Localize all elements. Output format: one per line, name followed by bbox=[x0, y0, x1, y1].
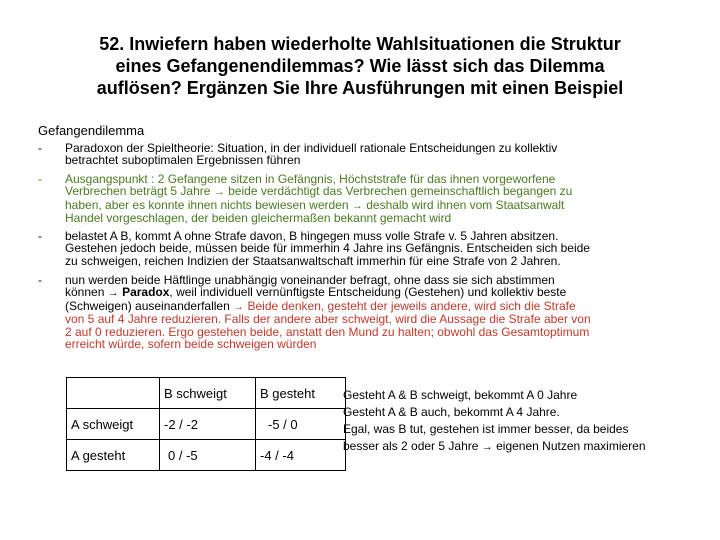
column-header: B schweigt bbox=[160, 378, 256, 409]
bullet-line: haben, aber es konnte ihnen nichts bewiesen werden → deshalb wird ihnen vom Staatsanwalt bbox=[65, 197, 565, 212]
bullet-dash: - bbox=[38, 172, 42, 186]
bullet-line: Handel vorgeschlagen, der beiden gleichermaßen bekannt gemacht wird bbox=[65, 211, 452, 226]
bullet-line: betrachtet suboptimalen Ergebnissen führen bbox=[65, 153, 301, 168]
note-line: besser als 2 oder 5 Jahre → eigenen Nutzen maximieren bbox=[343, 439, 646, 453]
bullet-line: Verbrechen beträgt 5 Jahre → beide verdächtigt das Verbrechen gemeinschaftlich begangen zu bbox=[65, 184, 573, 199]
section-heading: Gefangendilemma bbox=[38, 123, 145, 138]
bullet-line: können → Paradox, weil individuell vernünftigste Entscheidung (Gestehen) und kollektiv beste bbox=[65, 285, 567, 300]
note-line: Gesteht A & B schweigt, bekommt A 0 Jahre bbox=[343, 388, 578, 402]
note-line: Egal, was B tut, gestehen ist immer besser, da beides bbox=[343, 422, 629, 436]
bullet-line: erreicht würde, sofern beide schweigen würden bbox=[65, 337, 317, 352]
table-cell: -2 / -2 bbox=[160, 409, 256, 440]
explanation-note bbox=[343, 387, 646, 456]
bullet-line: 2 auf 0 reduzieren. Ergo gestehen beide, anstatt den Mund zu halten; obwohl das Gesamtoptimum bbox=[65, 324, 590, 339]
column-header: B gesteht bbox=[256, 378, 346, 409]
bullet-line: von 5 auf 4 Jahre reduzieren. Falls der andere aber schweigt, wird die Aussage die Strafe aber von bbox=[65, 312, 591, 327]
table-cell: 0 / -5 bbox=[160, 440, 256, 471]
bullet-line: Paradoxon der Spieltheorie: Situation, in der individuell rationale Entscheidungen zu kollektiv bbox=[65, 141, 558, 155]
bullet-line: (Schweigen) auseinanderfallen → Beide denken, gesteht der jeweils andere, wird sich die Strafe bbox=[65, 298, 576, 313]
table-cell-empty bbox=[67, 378, 160, 409]
bullet-dash: - bbox=[38, 141, 42, 155]
arrow-icon: → bbox=[213, 186, 225, 199]
table-row bbox=[67, 409, 346, 440]
paradox-keyword: Paradox bbox=[122, 285, 170, 300]
table-row bbox=[67, 440, 346, 471]
arrow-icon: → bbox=[351, 199, 363, 212]
arrow-icon: → bbox=[233, 300, 245, 313]
table-row bbox=[67, 378, 346, 409]
bullet-line: zu schweigen, reichen Indizien der Staatsanwaltschaft immerhin für eine Strafe von 2 Jahren. bbox=[65, 253, 561, 268]
note-line: Gesteht A & B auch, bekommt A 4 Jahre. bbox=[343, 405, 560, 419]
title-line: eines Gefangenendilemmas? Wie lässt sich das Dilemma bbox=[115, 56, 605, 76]
row-header: A schweigt bbox=[67, 409, 160, 440]
arrow-icon: → bbox=[107, 287, 119, 300]
bullet-line: Gestehen jedoch beide, müssen beide für immerhin 4 Jahre ins Gefängnis. Entscheiden sich beide bbox=[65, 241, 590, 256]
payoff-matrix bbox=[66, 377, 346, 471]
bullet-line: Ausgangspunkt : 2 Gefangene sitzen in Gefängnis, Höchststrafe für das ihnen vorgeworfene bbox=[65, 172, 556, 186]
slide-title bbox=[40, 33, 680, 99]
bullet-line: belastet A B, kommt A ohne Strafe davon, B hingegen muss volle Strafe v. 5 Jahren absitzen. bbox=[65, 229, 559, 243]
bullet-dash: - bbox=[38, 273, 42, 287]
row-header: A gesteht bbox=[67, 440, 160, 471]
bullet-dash: - bbox=[38, 229, 42, 243]
table-cell: -4 / -4 bbox=[256, 440, 346, 471]
title-line: auflösen? Ergänzen Sie Ihre Ausführungen mit einen Beispiel bbox=[96, 78, 624, 98]
table-cell: -5 / 0 bbox=[256, 409, 346, 440]
bullet-line: nun werden beide Häftlinge unabhängig voneinander befragt, ohne dass sie sich abstimmen bbox=[65, 273, 555, 287]
title-line: 52. Inwiefern haben wiederholte Wahlsituationen die Struktur bbox=[99, 34, 621, 54]
arrow-icon: → bbox=[481, 441, 493, 453]
